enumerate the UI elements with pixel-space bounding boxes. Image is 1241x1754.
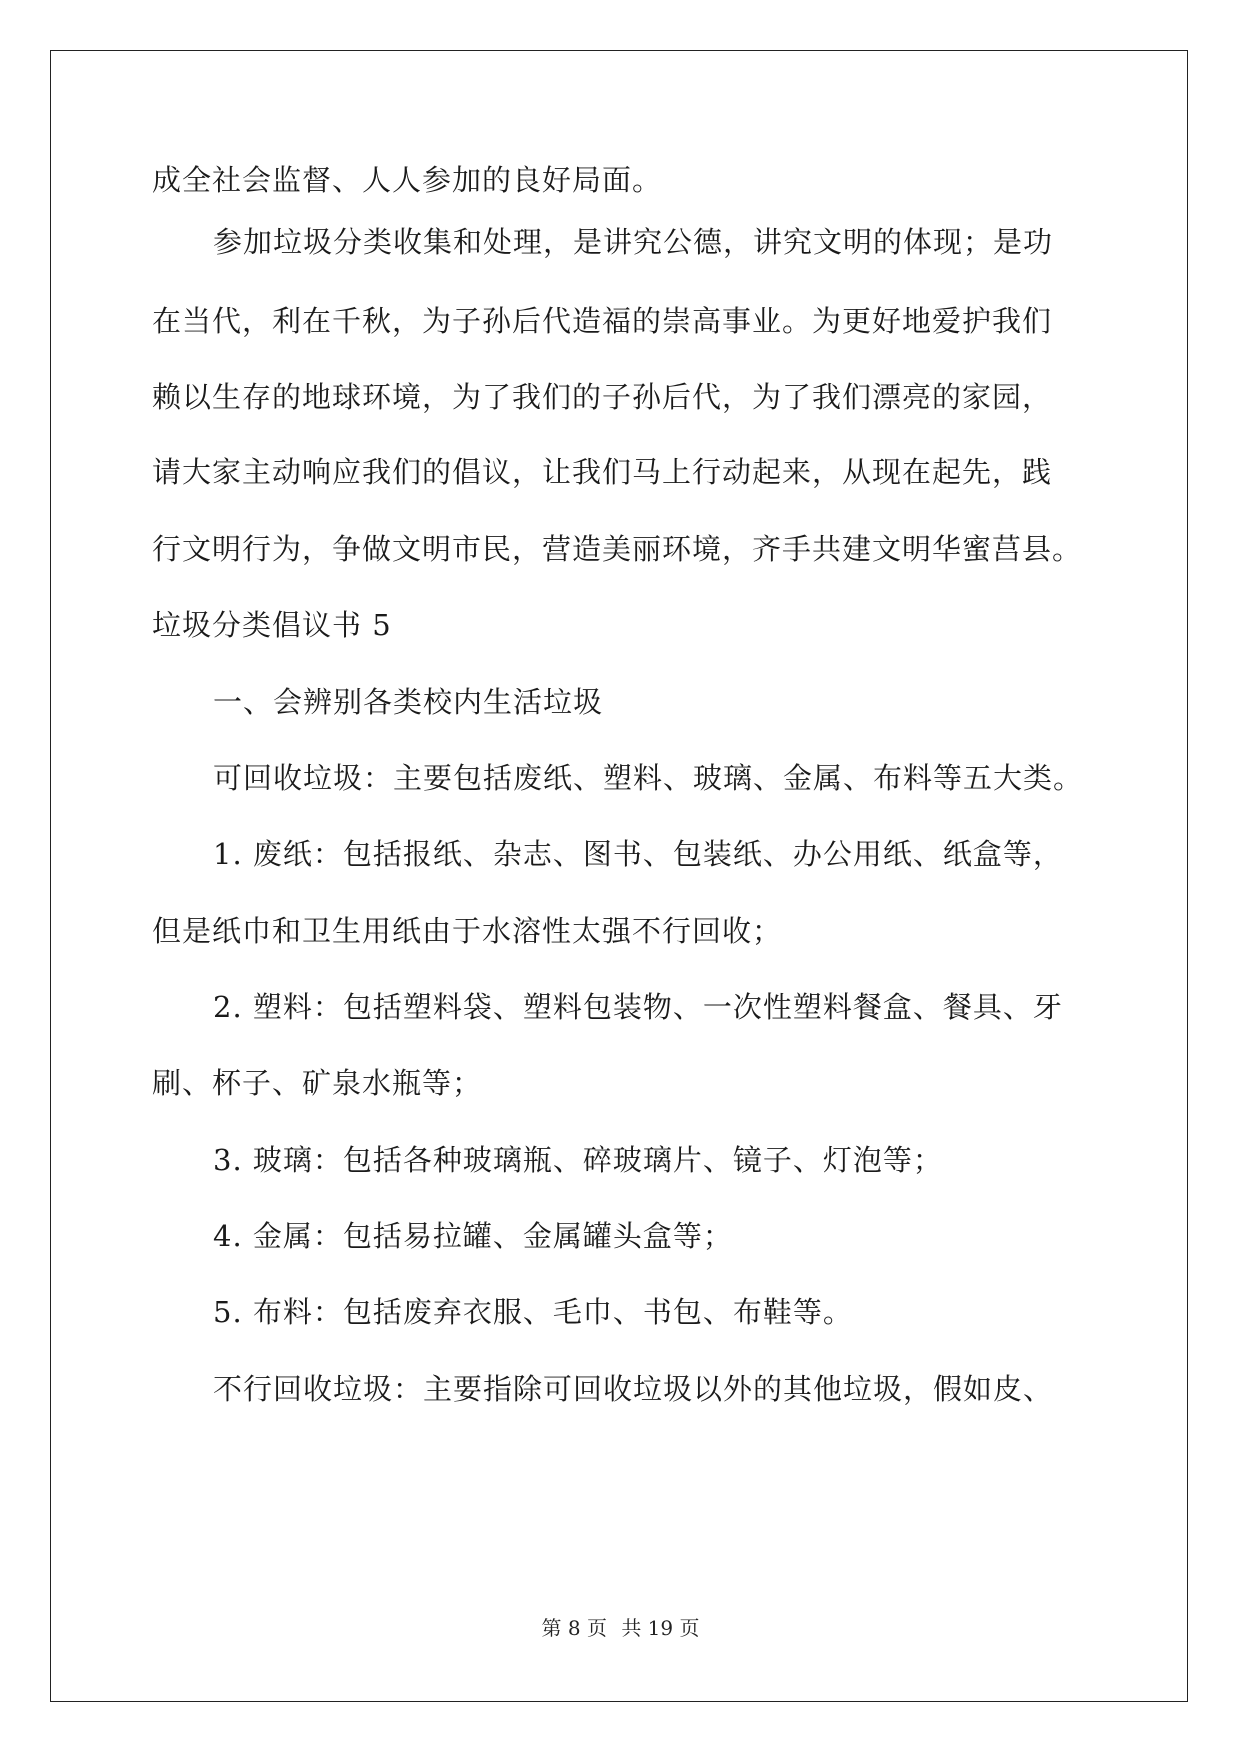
list-item: 5. 布料：包括废弃衣服、毛巾、书包、布鞋等。	[213, 1295, 853, 1329]
total-pages: 共 19 页	[621, 1616, 700, 1640]
body-line: 行文明行为，争做文明市民，营造美丽环境，齐手共建文明华蜜莒县。	[152, 532, 1083, 566]
list-item: 1. 废纸：包括报纸、杂志、图书、包装纸、办公用纸、纸盒等，	[213, 837, 1063, 871]
body-line: 成全社会监督、人人参加的良好局面。	[152, 163, 663, 197]
body-line: 参加垃圾分类收集和处理，是讲究公德，讲究文明的体现；是功	[213, 225, 1054, 259]
list-item: 2. 塑料：包括塑料袋、塑料包装物、一次性塑料餐盒、餐具、牙	[213, 990, 1063, 1024]
list-item: 4. 金属：包括易拉罐、金属罐头盒等；	[213, 1219, 733, 1253]
body-line: 在当代，利在千秋，为子孙后代造福的崇高事业。为更好地爱护我们	[152, 304, 1053, 338]
page-border	[50, 50, 1188, 1702]
list-item: 3. 玻璃：包括各种玻璃瓶、碎玻璃片、镜子、灯泡等；	[213, 1143, 943, 1177]
body-line: 不行回收垃圾：主要指除可回收垃圾以外的其他垃圾，假如皮、	[213, 1372, 1054, 1406]
body-line: 但是纸巾和卫生用纸由于水溶性太强不行回收；	[152, 914, 783, 948]
body-line: 刷、杯子、矿泉水瓶等；	[152, 1066, 483, 1100]
page-number: 第 8 页	[541, 1616, 607, 1640]
section-heading: 垃圾分类倡议书 5	[152, 608, 392, 642]
page-footer	[0, 1616, 1241, 1640]
body-line: 可回收垃圾：主要包括废纸、塑料、玻璃、金属、布料等五大类。	[213, 761, 1084, 795]
subsection-heading: 一、会辨别各类校内生活垃圾	[213, 685, 604, 719]
body-line: 赖以生存的地球环境，为了我们的子孙后代，为了我们漂亮的家园，	[152, 380, 1053, 414]
body-line: 请大家主动响应我们的倡议，让我们马上行动起来，从现在起先，践	[152, 455, 1053, 489]
